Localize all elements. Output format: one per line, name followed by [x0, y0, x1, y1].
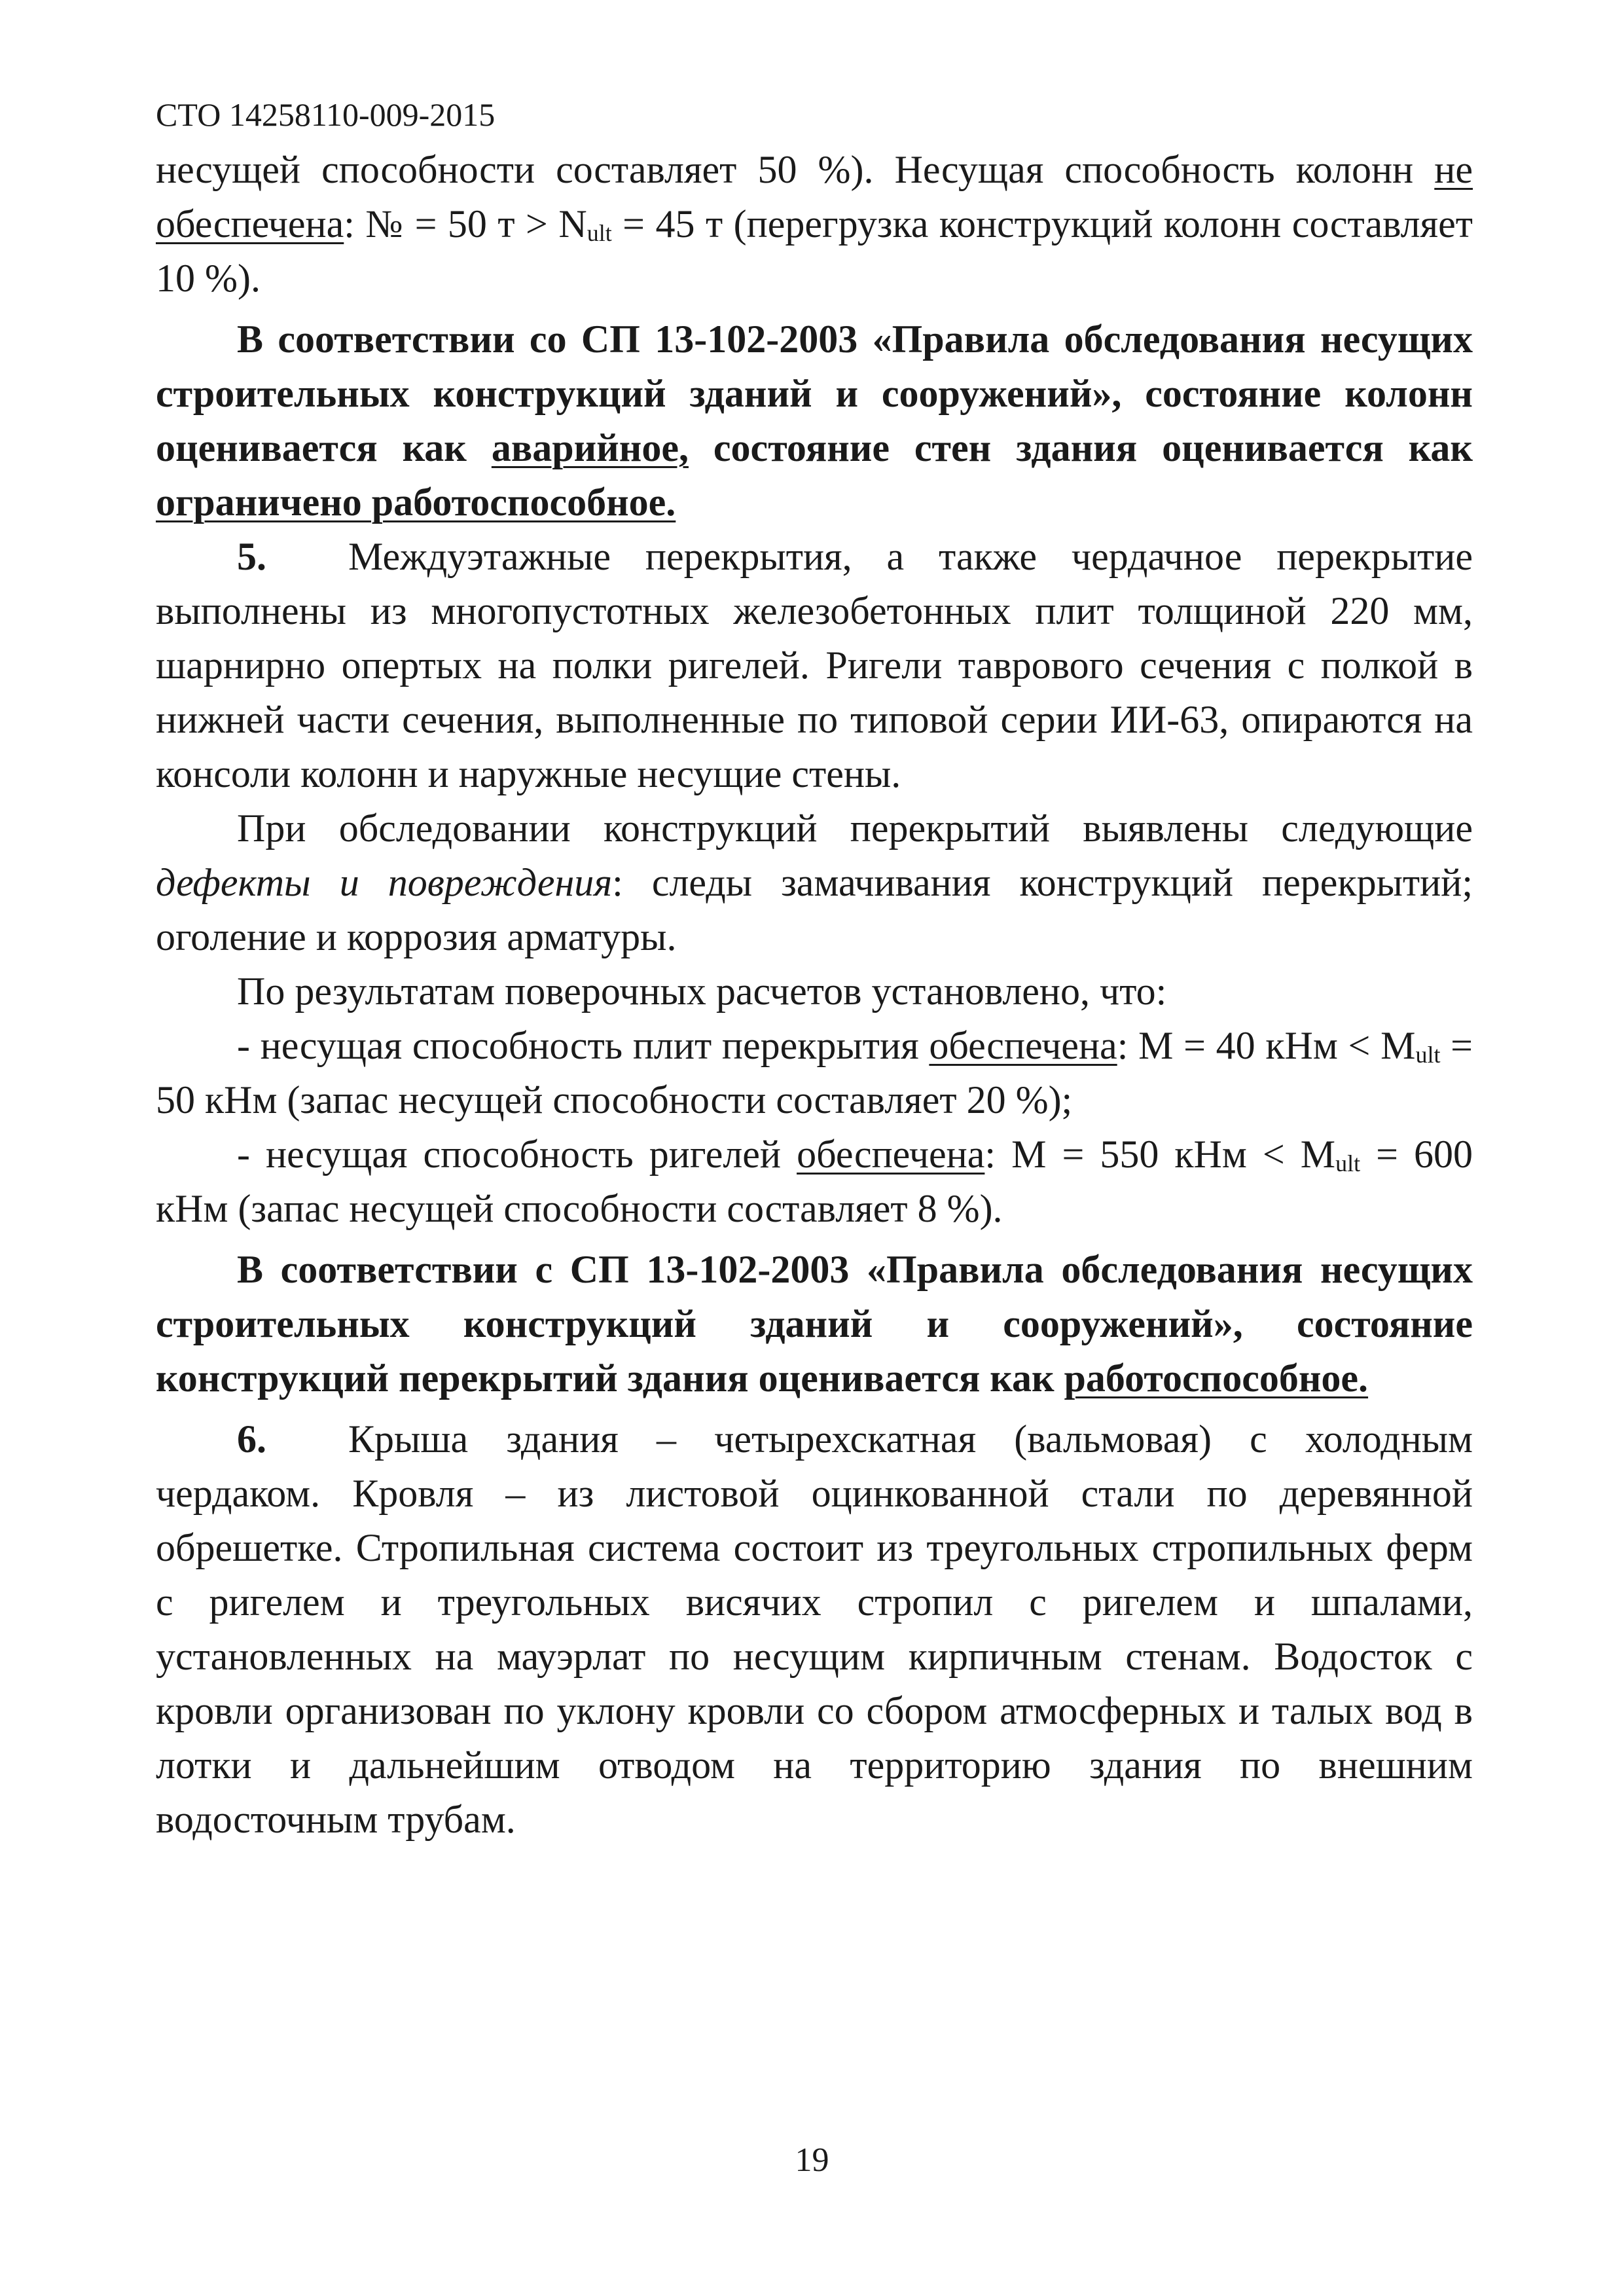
paragraph-columns-capacity: несущей способности составляет 50 %). Несущая способность колонн не обеспечена: № = 50 $т > N_{ult} = 45$ т (перегрузка конструкций колонн составляет 10 %). [156, 148, 1473, 300]
paragraph-floor-defects: При обследовании конструкций перекрытий выявлены следующие дефекты и повреждения: следы замачивания конструкций перекрытий; оголение и коррозия арматуры. [156, 807, 1473, 958]
section-5-floors: 5. Междуэтажные перекрытия, а также чердачное перекрытие выполнены из многопустотных железобетонных плит толщиной 220 мм, шарнирно опертых на полки ригелей. Ригели таврового сечения с полкой в нижней части сечения, выполненные по типовой серии ИИ-63, опираются на консоли колонн и наружные несущие стены. [156, 530, 1473, 801]
section-number: 6. [237, 1417, 266, 1461]
paragraph-calc-intro: По результатам поверочных расчетов установлено, что: [237, 970, 1167, 1013]
page-number: 19 [795, 2141, 829, 2179]
conclusion-columns-walls: В соответствии со СП 13-102-2003 «Правила обследования несущих строительных конструкций зданий и сооружений», состояние колонн оценивается как аварийное, состояние стен здания оценивается как ограничено работоспособное. [156, 318, 1473, 524]
conclusion-floors: В соответствии с СП 13-102-2003 «Правила обследования несущих строительных конструкций зданий и сооружений», состояние конструкций перекрытий здания оценивается как работоспособное. [156, 1248, 1473, 1400]
document-body [156, 143, 1473, 1847]
paragraph-beam-capacity: - несущая способность ригелей обеспечена: М = 550 кНм < $М_{ult} = 600$ кНм (запас несущей способности составляет 8 %). [156, 1133, 1473, 1230]
paragraph-slab-capacity: - несущая способность плит перекрытия обеспечена: М = 40 кНм < $М_{ult} = 50$ кНм (запас несущей способности составляет 20 %); [156, 1024, 1473, 1121]
document-code-header: СТО 14258110-009-2015 [156, 96, 496, 133]
section-6-roof: 6. Крыша здания – четырехскатная (вальмовая) с холодным чердаком. Кровля – из листовой оцинкованной стали по деревянной обрешетке. Стропильная система состоит из треугольных стропильных ферм с ригелем и треугольных висячих стропил с ригелем и шпалами, установленных на мауэрлат по несущим кирпичным стенам. Водосток с кровли организован по уклону кровли со сбором атмосферных и талых вод в лотки и дальнейшим отводом на территорию здания по внешним водосточным трубам. [156, 1412, 1473, 1847]
document-page [156, 92, 1473, 1847]
section-number: 5. [237, 535, 266, 578]
